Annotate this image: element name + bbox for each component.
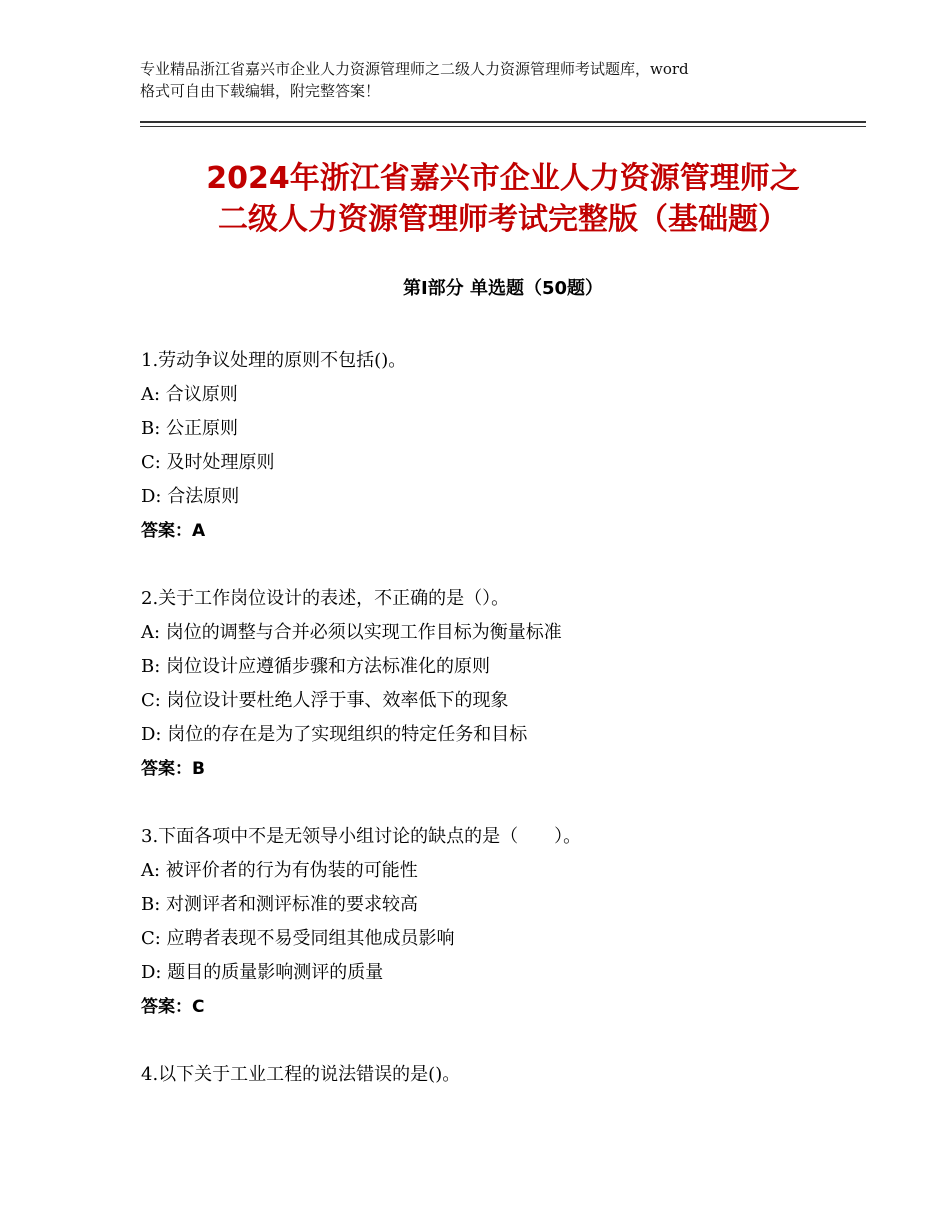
question-2 bbox=[141, 582, 861, 786]
question-stem: 4.以下关于工业工程的说法错误的是()。 bbox=[141, 1064, 461, 1085]
document-title bbox=[140, 158, 866, 240]
option-b: B: 公正原则 bbox=[141, 418, 239, 439]
option-d: D: 合法原则 bbox=[141, 486, 240, 507]
option-a: A: 岗位的调整与合并必须以实现工作目标为衡量标准 bbox=[141, 622, 562, 643]
header-divider bbox=[140, 121, 866, 123]
option-d: D: 题目的质量影响测评的质量 bbox=[141, 962, 384, 983]
section-heading: 第Ⅰ部分 单选题（50题） bbox=[402, 278, 603, 299]
question-stem: 2.关于工作岗位设计的表述，不正确的是（）。 bbox=[141, 588, 510, 609]
question-1 bbox=[141, 344, 861, 548]
option-c: C: 应聘者表现不易受同组其他成员影响 bbox=[141, 928, 455, 949]
option-a: A: 合议原则 bbox=[141, 384, 238, 405]
question-stem: 3.下面各项中不是无领导小组讨论的缺点的是（ ）。 bbox=[141, 826, 582, 847]
option-d: D: 岗位的存在是为了实现组织的特定任务和目标 bbox=[141, 724, 528, 745]
answer: 答案：A bbox=[141, 521, 206, 541]
question-list bbox=[141, 344, 861, 1126]
option-c: C: 及时处理原则 bbox=[141, 452, 275, 473]
option-b: B: 岗位设计应遵循步骤和方法标准化的原则 bbox=[141, 656, 491, 677]
question-stem: 1.劳动争议处理的原则不包括()。 bbox=[141, 350, 407, 371]
question-3 bbox=[141, 820, 861, 1024]
answer: 答案：B bbox=[141, 759, 205, 779]
answer: 答案：C bbox=[141, 997, 205, 1017]
header-note-line: 格式可自由下载编辑，附完整答案！ bbox=[140, 82, 381, 100]
title-line: 2024年浙江省嘉兴市企业人力资源管理师之 bbox=[206, 161, 800, 196]
option-a: A: 被评价者的行为有伪装的可能性 bbox=[141, 860, 418, 881]
header-divider-thin bbox=[140, 126, 866, 127]
header-note-line: 专业精品浙江省嘉兴市企业人力资源管理师之二级人力资源管理师考试题库，word bbox=[140, 60, 689, 78]
title-line: 二级人力资源管理师考试完整版（基础题） bbox=[218, 202, 788, 237]
question-4 bbox=[141, 1058, 861, 1092]
option-c: C: 岗位设计要杜绝人浮于事、效率低下的现象 bbox=[141, 690, 509, 711]
option-b: B: 对测评者和测评标准的要求较高 bbox=[141, 894, 419, 915]
header-note bbox=[140, 58, 830, 102]
